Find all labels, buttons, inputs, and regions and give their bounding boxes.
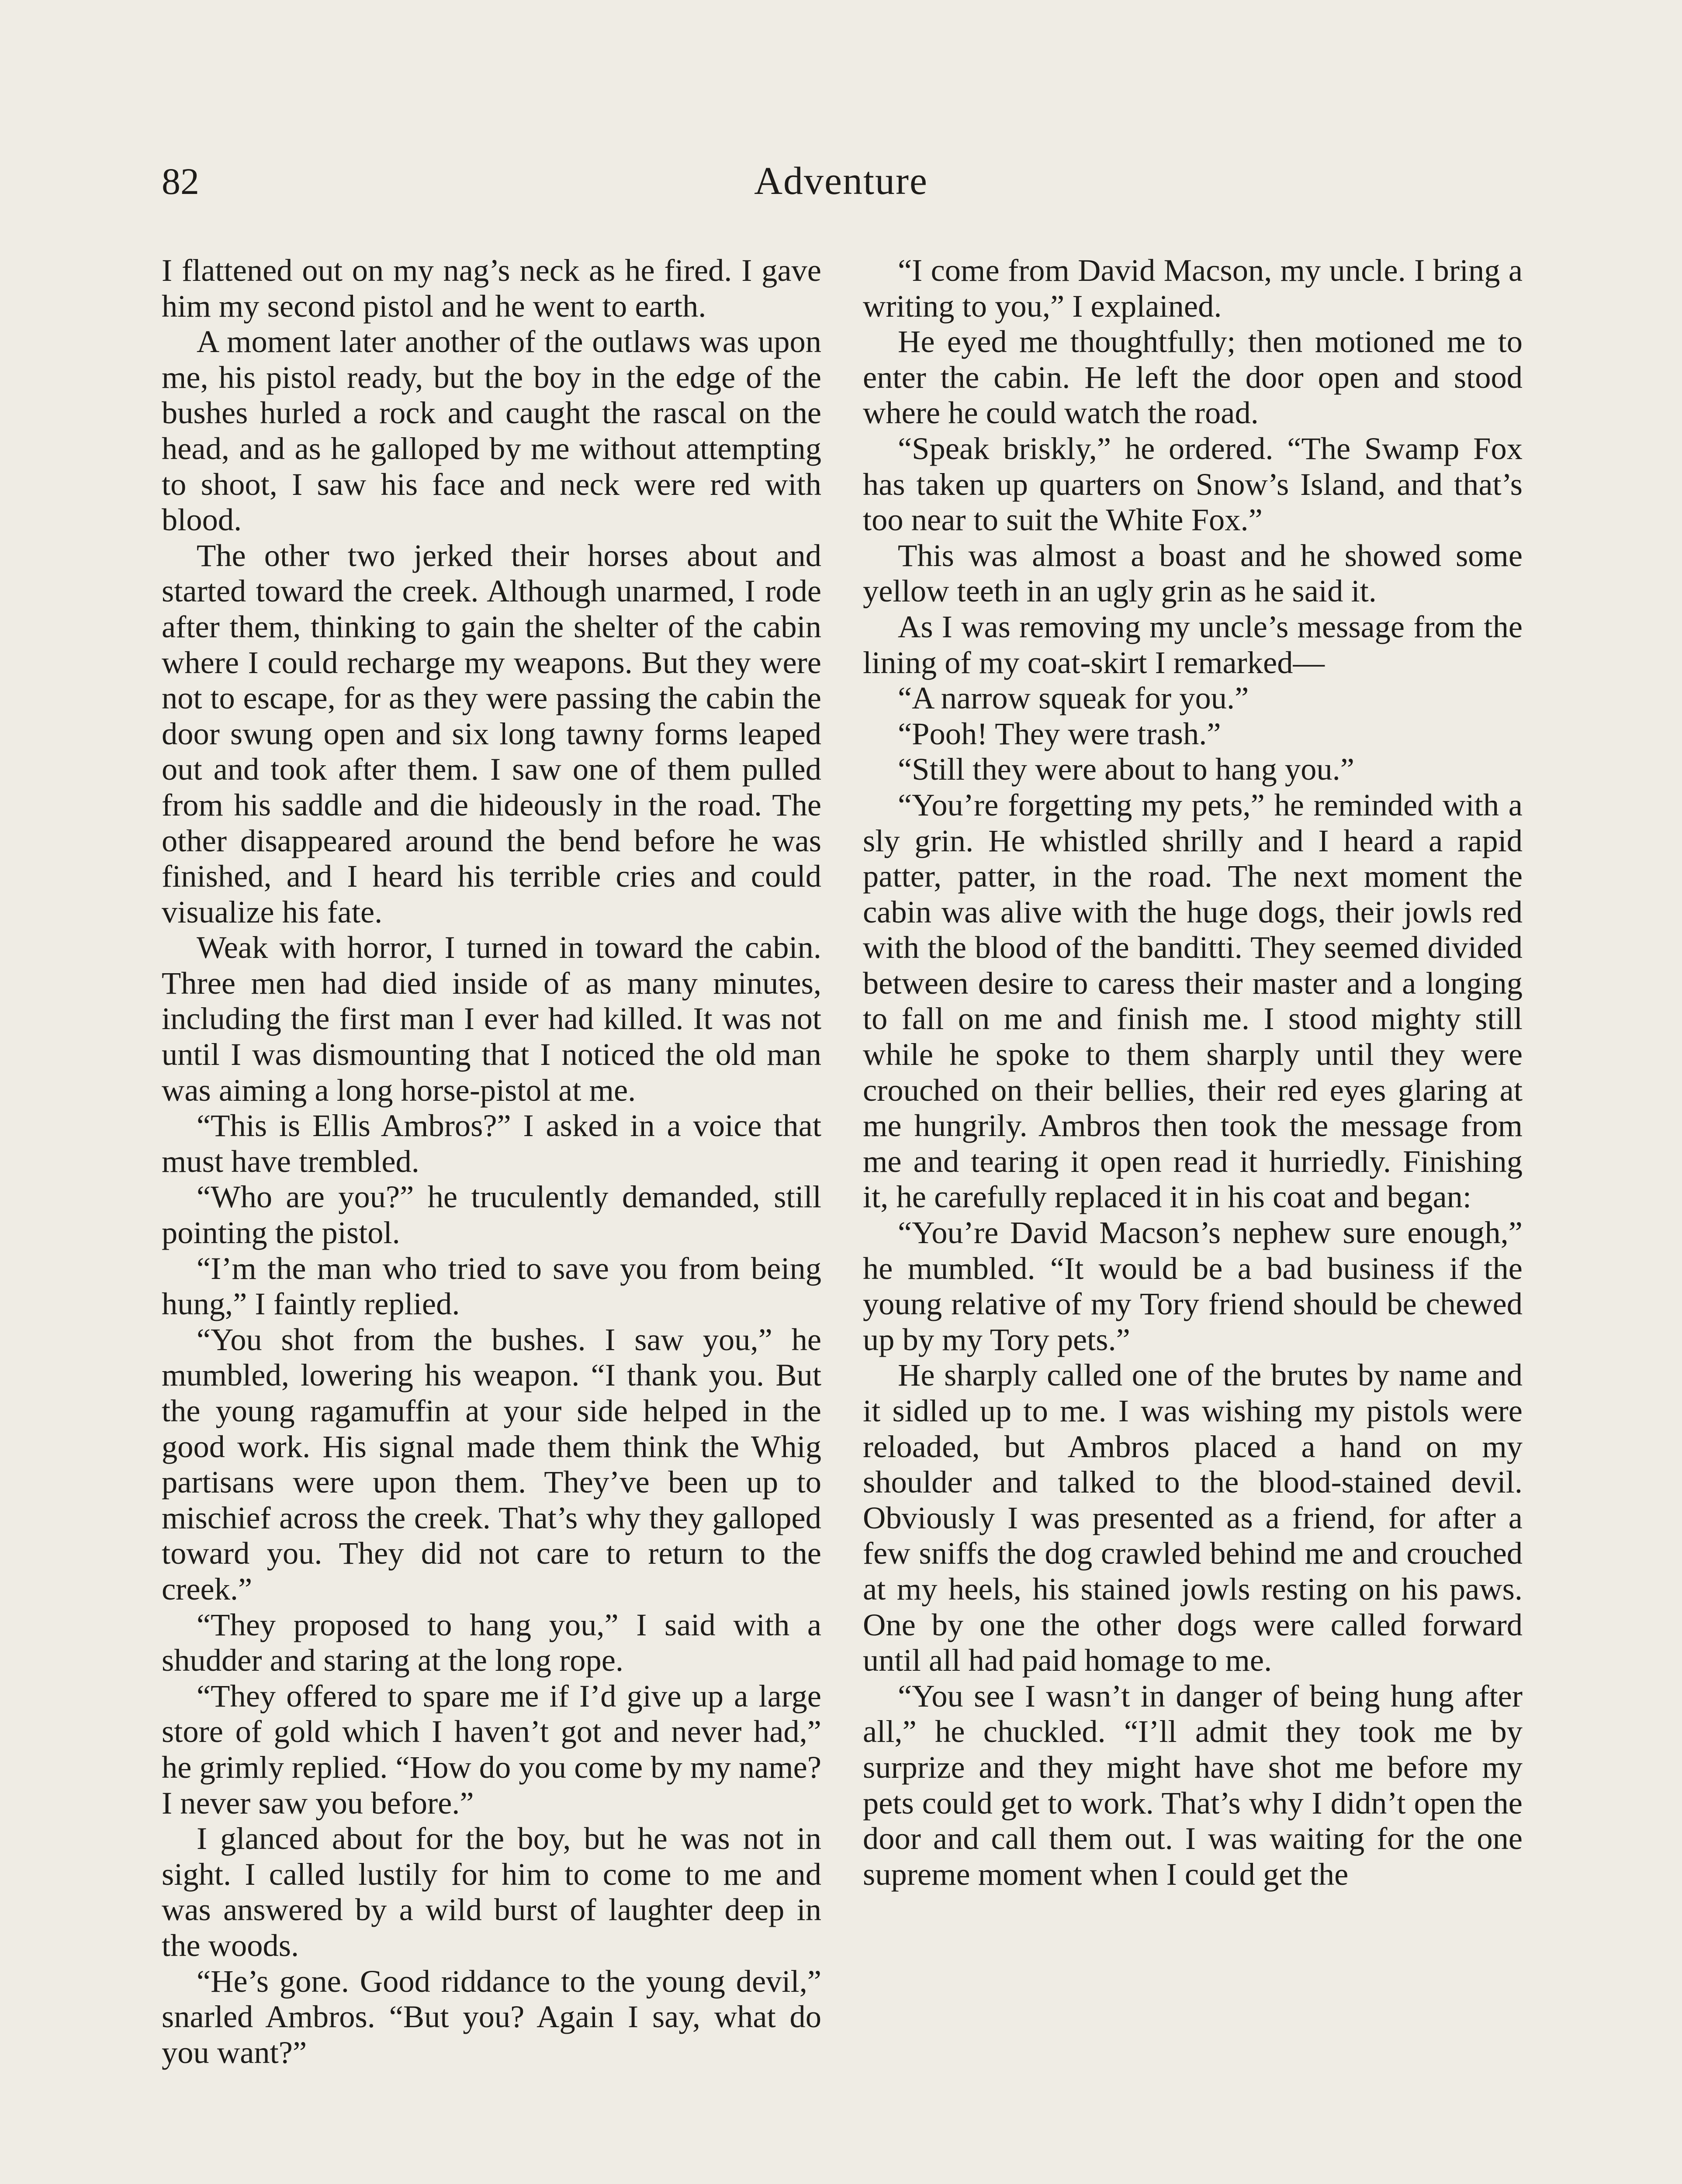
paragraph: I glanced about for the boy, but he was not in sight. I called lustily for him to come to me and was answered by a wild burst of laughter deep in the woods. <box>162 1821 821 1963</box>
paragraph: “A narrow squeak for you.” <box>898 680 1249 716</box>
paragraph: “He’s gone. Good riddance to the young devil,” snarled Ambros. “But you? Again I say, what do you want?” <box>162 1963 821 2070</box>
paragraph: “Who are you?” he truculently demanded, still pointing the pistol. <box>162 1179 821 1251</box>
paragraph: “You’re forgetting my pets,” he reminded with a sly grin. He whistled shrilly and I heard a rapid patter, patter, in the road. The next moment the cabin was alive with the huge dogs, their jowls red with the blood of the banditti. They seemed divided between desire to caress their master and a longing to fall on me and finish me. I stood mighty still while he spoke to them sharply until they were crouched on their bellies, their red eyes glaring at me hungrily. Ambros then took the message from me and tearing it open read it hurriedly. Finishing it, he carefully replaced it in his coat and began: <box>863 787 1523 1215</box>
paragraph: He eyed me thoughtfully; then motioned me to enter the cabin. He left the door open and stood where he could watch the road. <box>863 324 1523 431</box>
paragraph: As I was removing my uncle’s message from the lining of my coat-skirt I remarked— <box>863 608 1523 680</box>
paragraph: “This is Ellis Ambros?” I asked in a voice that must have trembled. <box>162 1108 821 1179</box>
paragraph: “I come from David Macson, my uncle. I bring a writing to you,” I explained. <box>863 252 1523 324</box>
paragraph: “You shot from the bushes. I saw you,” he mumbled, lowering his weapon. “I thank you. But the young ragamuffin at your side helped in the good work. His signal made them think the Whig partisans were upon them. They’ve been up to mischief across the creek. That’s why they galloped toward you. They did not care to return to the creek.” <box>162 1321 821 1607</box>
paragraph: “I’m the man who tried to save you from being hung,” I faintly replied. <box>162 1250 821 1322</box>
paragraph: A moment later another of the outlaws was upon me, his pistol ready, but the boy in the edge of the bushes hurled a rock and caught the rascal on the head, and as he galloped by me without attempting to shoot, I saw his face and neck were red with blood. <box>162 324 821 538</box>
paragraph: “You’re David Macson’s nephew sure enough,” he mumbled. “It would be a bad business if the young relative of my Tory friend should be chewed up by my Tory pets.” <box>863 1215 1523 1357</box>
right-column <box>863 252 1523 1892</box>
running-head: Adventure <box>754 159 928 203</box>
page-header <box>162 157 1520 210</box>
paragraph: He sharply called one of the brutes by name and it sidled up to me. I was wishing my pistols were reloaded, but Ambros placed a hand on my shoulder and talked to the blood-stained devil. Obviously I was presented as a friend, for after a few sniffs the dog crawled behind me and crouched at my heels, his stained jowls resting on his paws. One by one the other dogs were called forward until all had paid homage to me. <box>863 1357 1523 1678</box>
paragraph: I flattened out on my nag’s neck as he fired. I gave him my second pistol and he went to earth. <box>162 252 821 324</box>
paragraph: “Pooh! They were trash.” <box>898 715 1221 751</box>
paragraph: “They proposed to hang you,” I said with a shudder and staring at the long rope. <box>162 1607 821 1678</box>
paragraph: This was almost a boast and he showed some yellow teeth in an ugly grin as he said it. <box>863 537 1523 609</box>
paragraph: “You see I wasn’t in danger of being hung after all,” he chuckled. “I’ll admit they took me by surprize and they might have shot me before my pets could get to work. That’s why I didn’t open the door and call them out. I was waiting for the one supreme moment when I could get the <box>863 1678 1523 1892</box>
paragraph: Weak with horror, I turned in toward the cabin. Three men had died inside of as many minutes, including the first man I ever had killed. It was not until I was dismounting that I noticed the old man was aiming a long horse-pistol at me. <box>162 930 821 1108</box>
paragraph: The other two jerked their horses about and started toward the creek. Although unarmed, I rode after them, thinking to gain the shelter of the cabin where I could recharge my weapons. But they were not to escape, for as they were passing the cabin the door swung open and six long tawny forms leaped out and took after them. I saw one of them pulled from his saddle and die hideously in the road. The other disappeared around the bend before he was finished, and I heard his terrible cries and could visualize his fate. <box>162 537 821 930</box>
left-column <box>162 252 821 2070</box>
paragraph: “Speak briskly,” he ordered. “The Swamp Fox has taken up quarters on Snow’s Island, and that’s too near to suit the White Fox.” <box>863 430 1523 538</box>
paragraph: “Still they were about to hang you.” <box>898 751 1354 787</box>
paragraph: “They offered to spare me if I’d give up a large store of gold which I haven’t got and never had,” he grimly replied. “How do you come by my name? I never saw you before.” <box>162 1678 822 1821</box>
page-number: 82 <box>162 160 199 202</box>
